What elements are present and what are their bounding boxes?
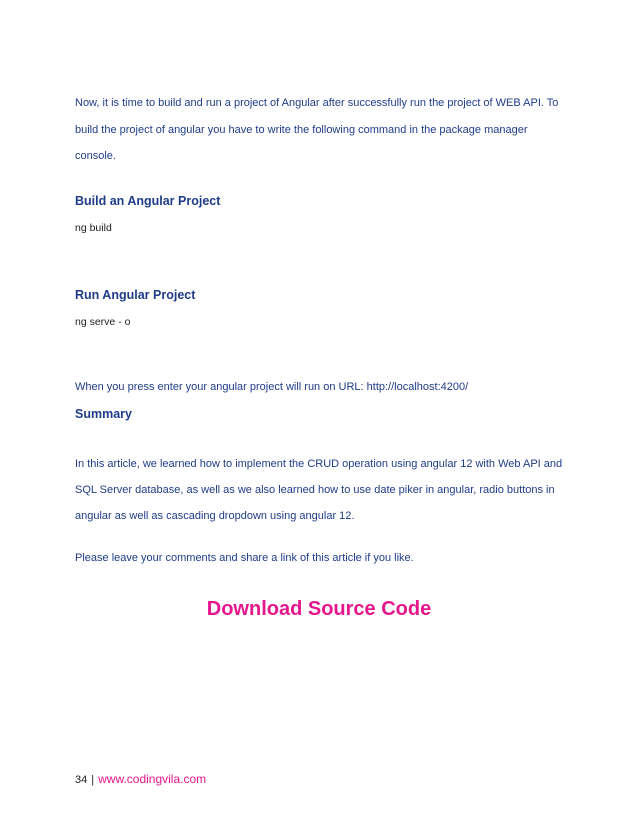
build-heading: Build an Angular Project <box>75 194 221 208</box>
intro-line-2: build the project of angular you have to write the following command in the package manager <box>75 124 528 136</box>
website-link[interactable]: www.codingvila.com <box>98 772 207 786</box>
summary-line-3: angular as well as cascading dropdown using angular 12. <box>75 510 355 522</box>
download-source-code-link[interactable]: Download Source Code <box>206 598 432 620</box>
build-command: ng build <box>75 222 112 234</box>
summary-line-1: In this article, we learned how to implement the CRUD operation using angular 12 with Web API and <box>75 458 563 470</box>
intro-line-1: Now, it is time to build and run a project of Angular after successfully run the project of WEB API. To <box>75 97 559 109</box>
run-command: ng serve - o <box>75 316 131 328</box>
run-heading: Run Angular Project <box>75 288 196 302</box>
summary-line-2: SQL Server database, as well as we also learned how to use date piker in angular, radio buttons in <box>75 484 555 496</box>
closing-note: Please leave your comments and share a link of this article if you like. <box>75 552 414 564</box>
page-number: 34 <box>75 774 88 786</box>
intro-line-3: console. <box>75 150 116 162</box>
run-note: When you press enter your angular project will run on URL: http://localhost:4200/ <box>75 381 469 393</box>
summary-heading: Summary <box>75 407 132 421</box>
page-footer <box>75 772 206 786</box>
footer-separator: | <box>91 774 95 786</box>
